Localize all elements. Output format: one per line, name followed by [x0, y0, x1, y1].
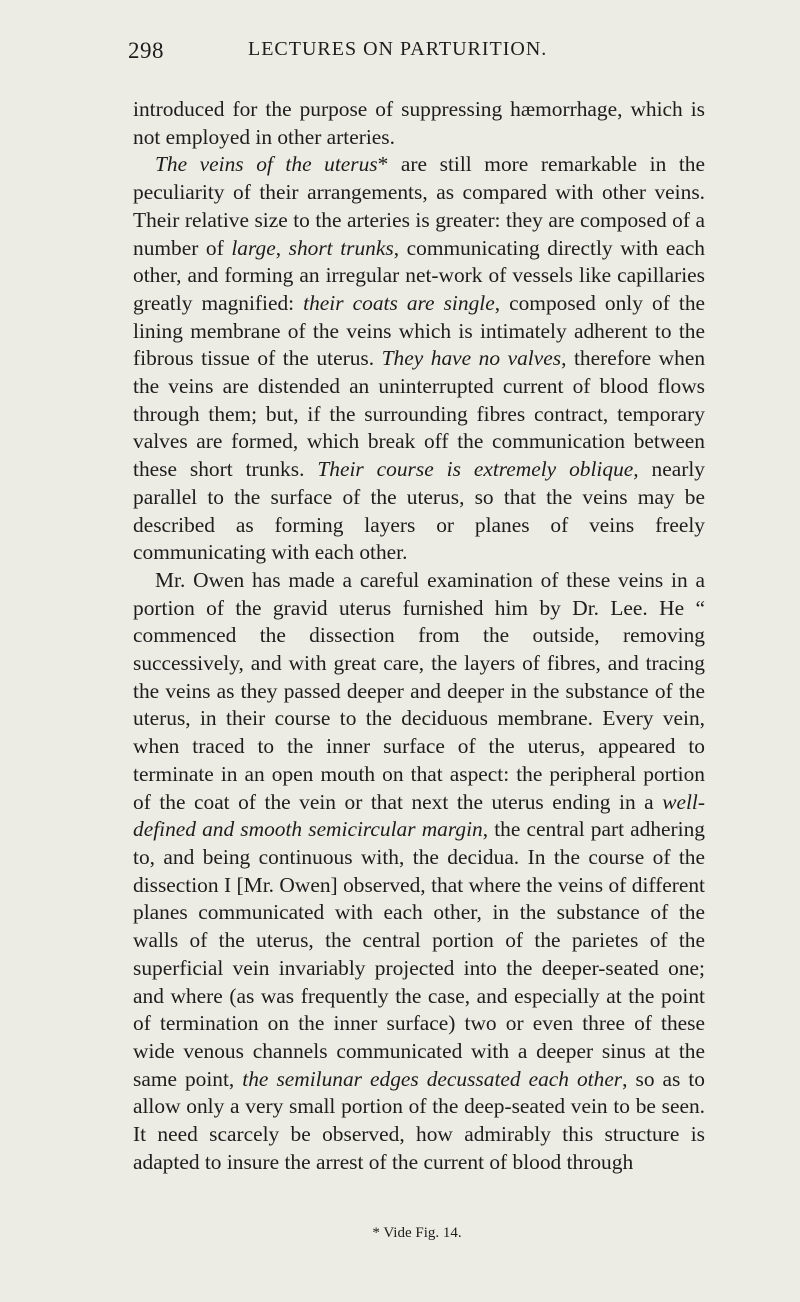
paragraph-1 [133, 96, 705, 151]
page-number: 298 [128, 38, 164, 63]
text-run: , [275, 235, 289, 260]
running-head [128, 38, 708, 72]
running-title: LECTURES ON PARTURITION. [248, 38, 548, 60]
italic-run: well-defined and smooth semicircular margin [133, 789, 705, 842]
text-run: * are still more remarkable in the peculiarity of their arrangements, as compared with other veins. Their relative size to the arteries is greater: they are composed of a number of [133, 152, 705, 260]
italic-run: They have no valves [381, 346, 562, 371]
italic-run: the semilunar edges decussated each other [242, 1066, 623, 1091]
text-run: , the central part adhering to, and being continuous with, the decidua. In the course of the dissection I [Mr. Owen] observed, that where the veins of different planes communicated with each other, in the substance of the walls of the uterus, the central portion of the parietes of the superficial vein invariably projected into the deeper-seated one; and where (as was frequently the case, and especially at the point of termination on the inner surface) two or even three of these wide venous channels communicated with a deeper sinus at the same point, [133, 817, 706, 1091]
text-run: , communicating directly with each other, and forming an irregular net-work of vessels like capillaries greatly magnified: [133, 235, 706, 315]
paragraph-3 [133, 567, 705, 1176]
paragraph-2 [133, 151, 705, 567]
text-run: , therefore when the veins are distended an uninterrupted current of blood flows through them; but, if the surrounding fibres contract, temporary valves are formed, which break off the communication between these short trunks. [133, 346, 706, 482]
text-run: introduced for the purpose of suppressing hæmorrhage, which is not employed in other arteries. [133, 97, 705, 149]
footnote: * Vide Fig. 14. [372, 1225, 462, 1241]
italic-run: Their course is extremely oblique, [317, 457, 639, 482]
text-run: nearly parallel to the surface of the uterus, so that the veins may be described as forming layers or planes of veins freely communicating with each other. [133, 457, 706, 565]
body-text [133, 96, 705, 1176]
text-run: Mr. Owen has made a careful examination of these veins in a portion of the gravid uterus furnished him by Dr. Lee. He “ commenced the dissection from the outside, removing successively, and with great care, the layers of fibres, and tracing the veins as they passed deeper and deeper in the substance of the uterus, in their course to the deciduous membrane. Every vein, when traced to the inner surface of the uterus, appeared to terminate in an open mouth on that aspect: the peripheral portion of the coat of the vein or that next the uterus ending in a [133, 567, 705, 814]
text-run: , composed only of the lining membrane of the veins which is intimately adherent to the fibrous tissue of the uterus. [133, 290, 706, 371]
text-run: , so as to allow only a very small portion of the deep-seated vein to be seen. It need scarcely be observed, how admirably this structure is adapted to insure the arrest of the current of blood through [133, 1066, 705, 1174]
italic-run: large [231, 235, 276, 260]
italic-run: short trunks [288, 235, 394, 260]
italic-run: The veins of the uterus [155, 152, 378, 177]
italic-run: their coats are single [303, 290, 495, 315]
